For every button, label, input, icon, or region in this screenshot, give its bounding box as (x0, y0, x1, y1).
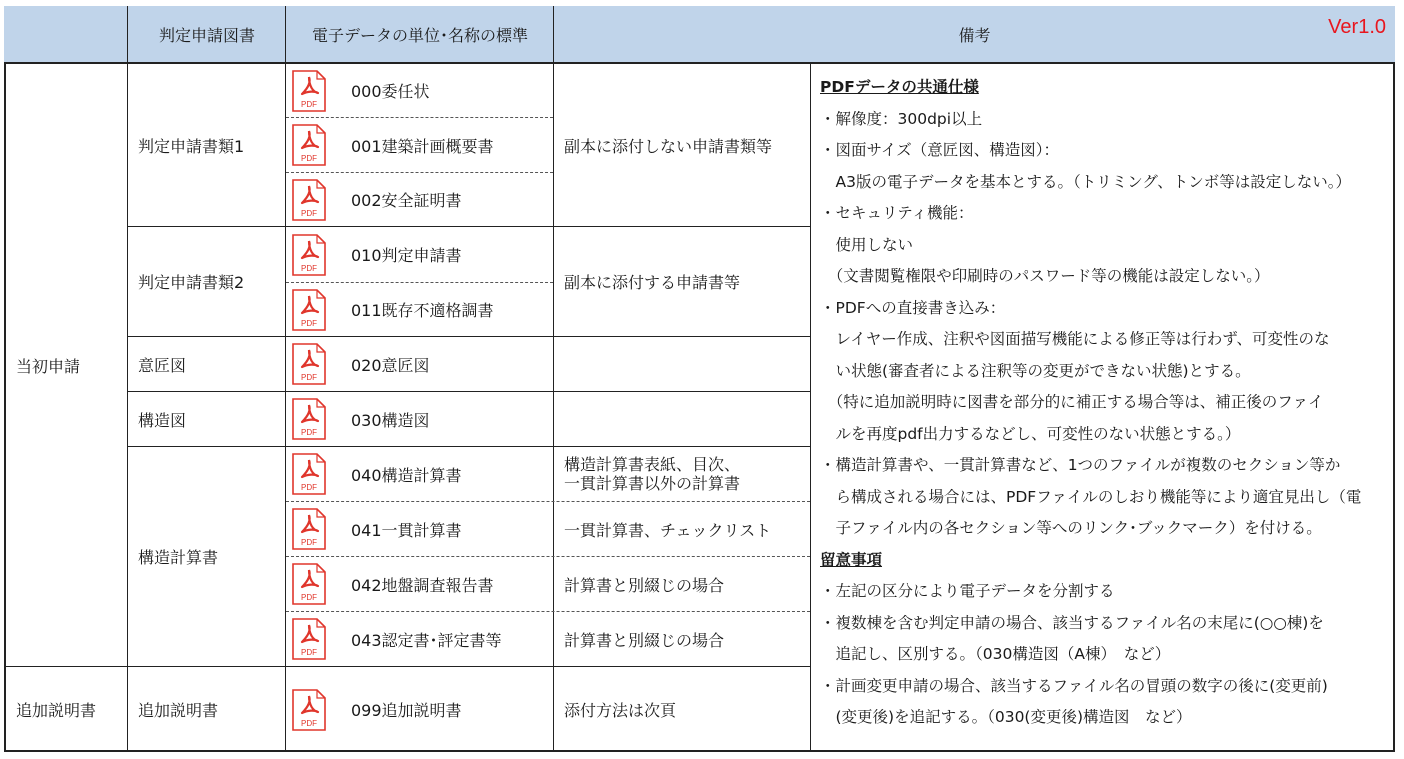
note-line: ・PDFへの直接書き込み： (820, 298, 1006, 317)
file-name: 043認定書･評定書等 (351, 630, 502, 650)
remark-separate-binding: 計算書と別綴じの場合 (564, 575, 725, 595)
svg-text:PDF: PDF (301, 99, 317, 109)
pdf-icon (291, 453, 327, 495)
notes-heading-cautions: 留意事項 (820, 550, 883, 569)
pdf-icon (291, 343, 327, 385)
note-line: 子ファイル内の各セクション等へのリンク･ブックマーク）を付ける。 (820, 519, 1322, 537)
file-row (288, 337, 552, 391)
pdf-icon (291, 124, 327, 166)
note-line: 使用しない (820, 235, 914, 254)
note-line: ・構造計算書や、一貫計算書など、1つのファイルが複数のセクション等か (820, 456, 1341, 474)
category-structural-calc: 構造計算書 (138, 548, 219, 567)
svg-text:PDF: PDF (301, 593, 317, 602)
pdf-icon (291, 234, 327, 276)
file-name: 040構造計算書 (351, 465, 462, 485)
note-line: ・計画変更申請の場合、該当するファイル名の冒頭の数字の後に(変更前) (820, 676, 1328, 695)
file-name: 001建築計画概要書 (351, 136, 494, 156)
note-line: ・左記の区分により電子データを分割する (820, 582, 1115, 600)
file-name: 011既存不適格調書 (351, 301, 494, 320)
svg-text:PDF: PDF (301, 538, 317, 547)
file-name: 020意匠図 (351, 355, 430, 375)
file-name: 099追加説明書 (351, 701, 462, 720)
note-line: ・解像度：300dpi以上 (820, 109, 983, 128)
note-line: (変更後)を追記する。（030(変更後)構造図 など） (820, 708, 1192, 726)
pdf-icon (291, 618, 327, 660)
file-row (288, 447, 552, 501)
file-name: 002安全証明書 (351, 191, 462, 210)
file-row (288, 667, 552, 752)
category-additional-explanation: 追加説明書 (138, 701, 219, 720)
pdf-icon (291, 70, 327, 112)
file-name: 000委任状 (351, 82, 430, 101)
file-name: 030構造図 (351, 410, 430, 430)
group-additional-explanation: 追加説明書 (16, 701, 97, 720)
svg-text:PDF: PDF (301, 318, 317, 328)
group-initial-application: 当初申請 (16, 356, 81, 376)
svg-text:PDF: PDF (301, 648, 317, 657)
note-line: （文書閲覧権限や印刷時のパスワード等の機能は設定しない。） (820, 267, 1270, 285)
note-line: （特に追加説明時に図書を部分的に補正する場合等は、補正後のファイ (820, 393, 1324, 411)
category-structural-drawing: 構造図 (138, 410, 187, 430)
notes-panel (820, 72, 1388, 734)
remark-attached: 副本に添付する申請書等 (564, 273, 741, 292)
category-design-drawing: 意匠図 (138, 355, 187, 375)
pdf-icon (291, 508, 327, 550)
header-cell-documents: 判定申請図書 (128, 6, 286, 64)
svg-text:PDF: PDF (301, 373, 317, 382)
note-line: ルを再度pdf出力するなどし、可変性のない状態とする。） (820, 424, 1241, 443)
pdf-icon (291, 289, 327, 331)
grid-line (553, 6, 554, 752)
header-cell-data-unit: 電子データの単位･名称の標準 (286, 6, 554, 64)
file-row (288, 173, 552, 226)
note-line: A3版の電子データを基本とする。（トリミング、トンボ等は設定しない。） (820, 172, 1352, 191)
pdf-icon (291, 398, 327, 440)
remark-integrated-calc: 一貫計算書、チェックリスト (564, 520, 772, 540)
file-row (288, 227, 552, 282)
svg-text:PDF: PDF (301, 154, 317, 163)
file-name: 010判定申請書 (351, 246, 462, 265)
remark-attachment-method: 添付方法は次頁 (564, 701, 677, 720)
file-row (288, 557, 552, 611)
grid-line (127, 6, 128, 752)
note-line: ・セキュリティ機能： (820, 204, 974, 222)
remark-structural-calc (564, 447, 740, 501)
svg-text:PDF: PDF (301, 263, 317, 273)
file-name: 042地盤調査報告書 (351, 575, 494, 595)
note-line: ・図面サイズ（意匠図、構造図）： (820, 141, 1060, 159)
remark-separate-binding: 計算書と別綴じの場合 (564, 630, 725, 650)
note-line: 追記し、区別する。（030構造図（A棟） など） (820, 645, 1171, 663)
note-line: ・複数棟を含む判定申請の場合、該当するファイル名の末尾に(○○棟)を (820, 613, 1324, 632)
remark-not-attached: 副本に添付しない申請書類等 (564, 136, 773, 156)
note-line: レイヤー作成、注釈や図面描写機能による修正等は行わず、可変性のな (820, 330, 1330, 348)
version-label: Ver1.0 (1328, 16, 1386, 38)
pdf-icon (291, 563, 327, 605)
remark-line: 構造計算書表紙、目次、 (564, 455, 741, 474)
file-name: 041一貫計算書 (351, 520, 462, 540)
file-row (288, 118, 552, 172)
category-application-docs-2: 判定申請書類2 (138, 273, 245, 292)
svg-text:PDF: PDF (301, 483, 317, 492)
pdf-icon (291, 179, 327, 221)
svg-text:PDF: PDF (301, 208, 317, 218)
note-line: ら構成される場合には、PDFファイルのしおり機能等により適宜見出し（電 (820, 487, 1362, 506)
svg-text:PDF: PDF (301, 428, 317, 437)
file-row (288, 64, 552, 117)
grid-line (810, 63, 811, 752)
header-cell-remarks: 備考 (554, 6, 1395, 64)
pdf-icon (291, 689, 327, 731)
category-application-docs-1: 判定申請書類1 (138, 136, 245, 156)
header-cell-blank (4, 6, 128, 64)
note-line: い状態(審査者による注釈等の変更ができない状態)とする。 (820, 361, 1251, 380)
svg-text:PDF: PDF (301, 718, 317, 728)
file-row (288, 502, 552, 556)
notes-heading-pdf-spec: PDFデータの共通仕様 (820, 78, 979, 96)
file-row (288, 392, 552, 446)
file-row (288, 283, 552, 336)
file-row (288, 612, 552, 666)
remark-line: 一貫計算書以外の計算書 (564, 474, 741, 493)
